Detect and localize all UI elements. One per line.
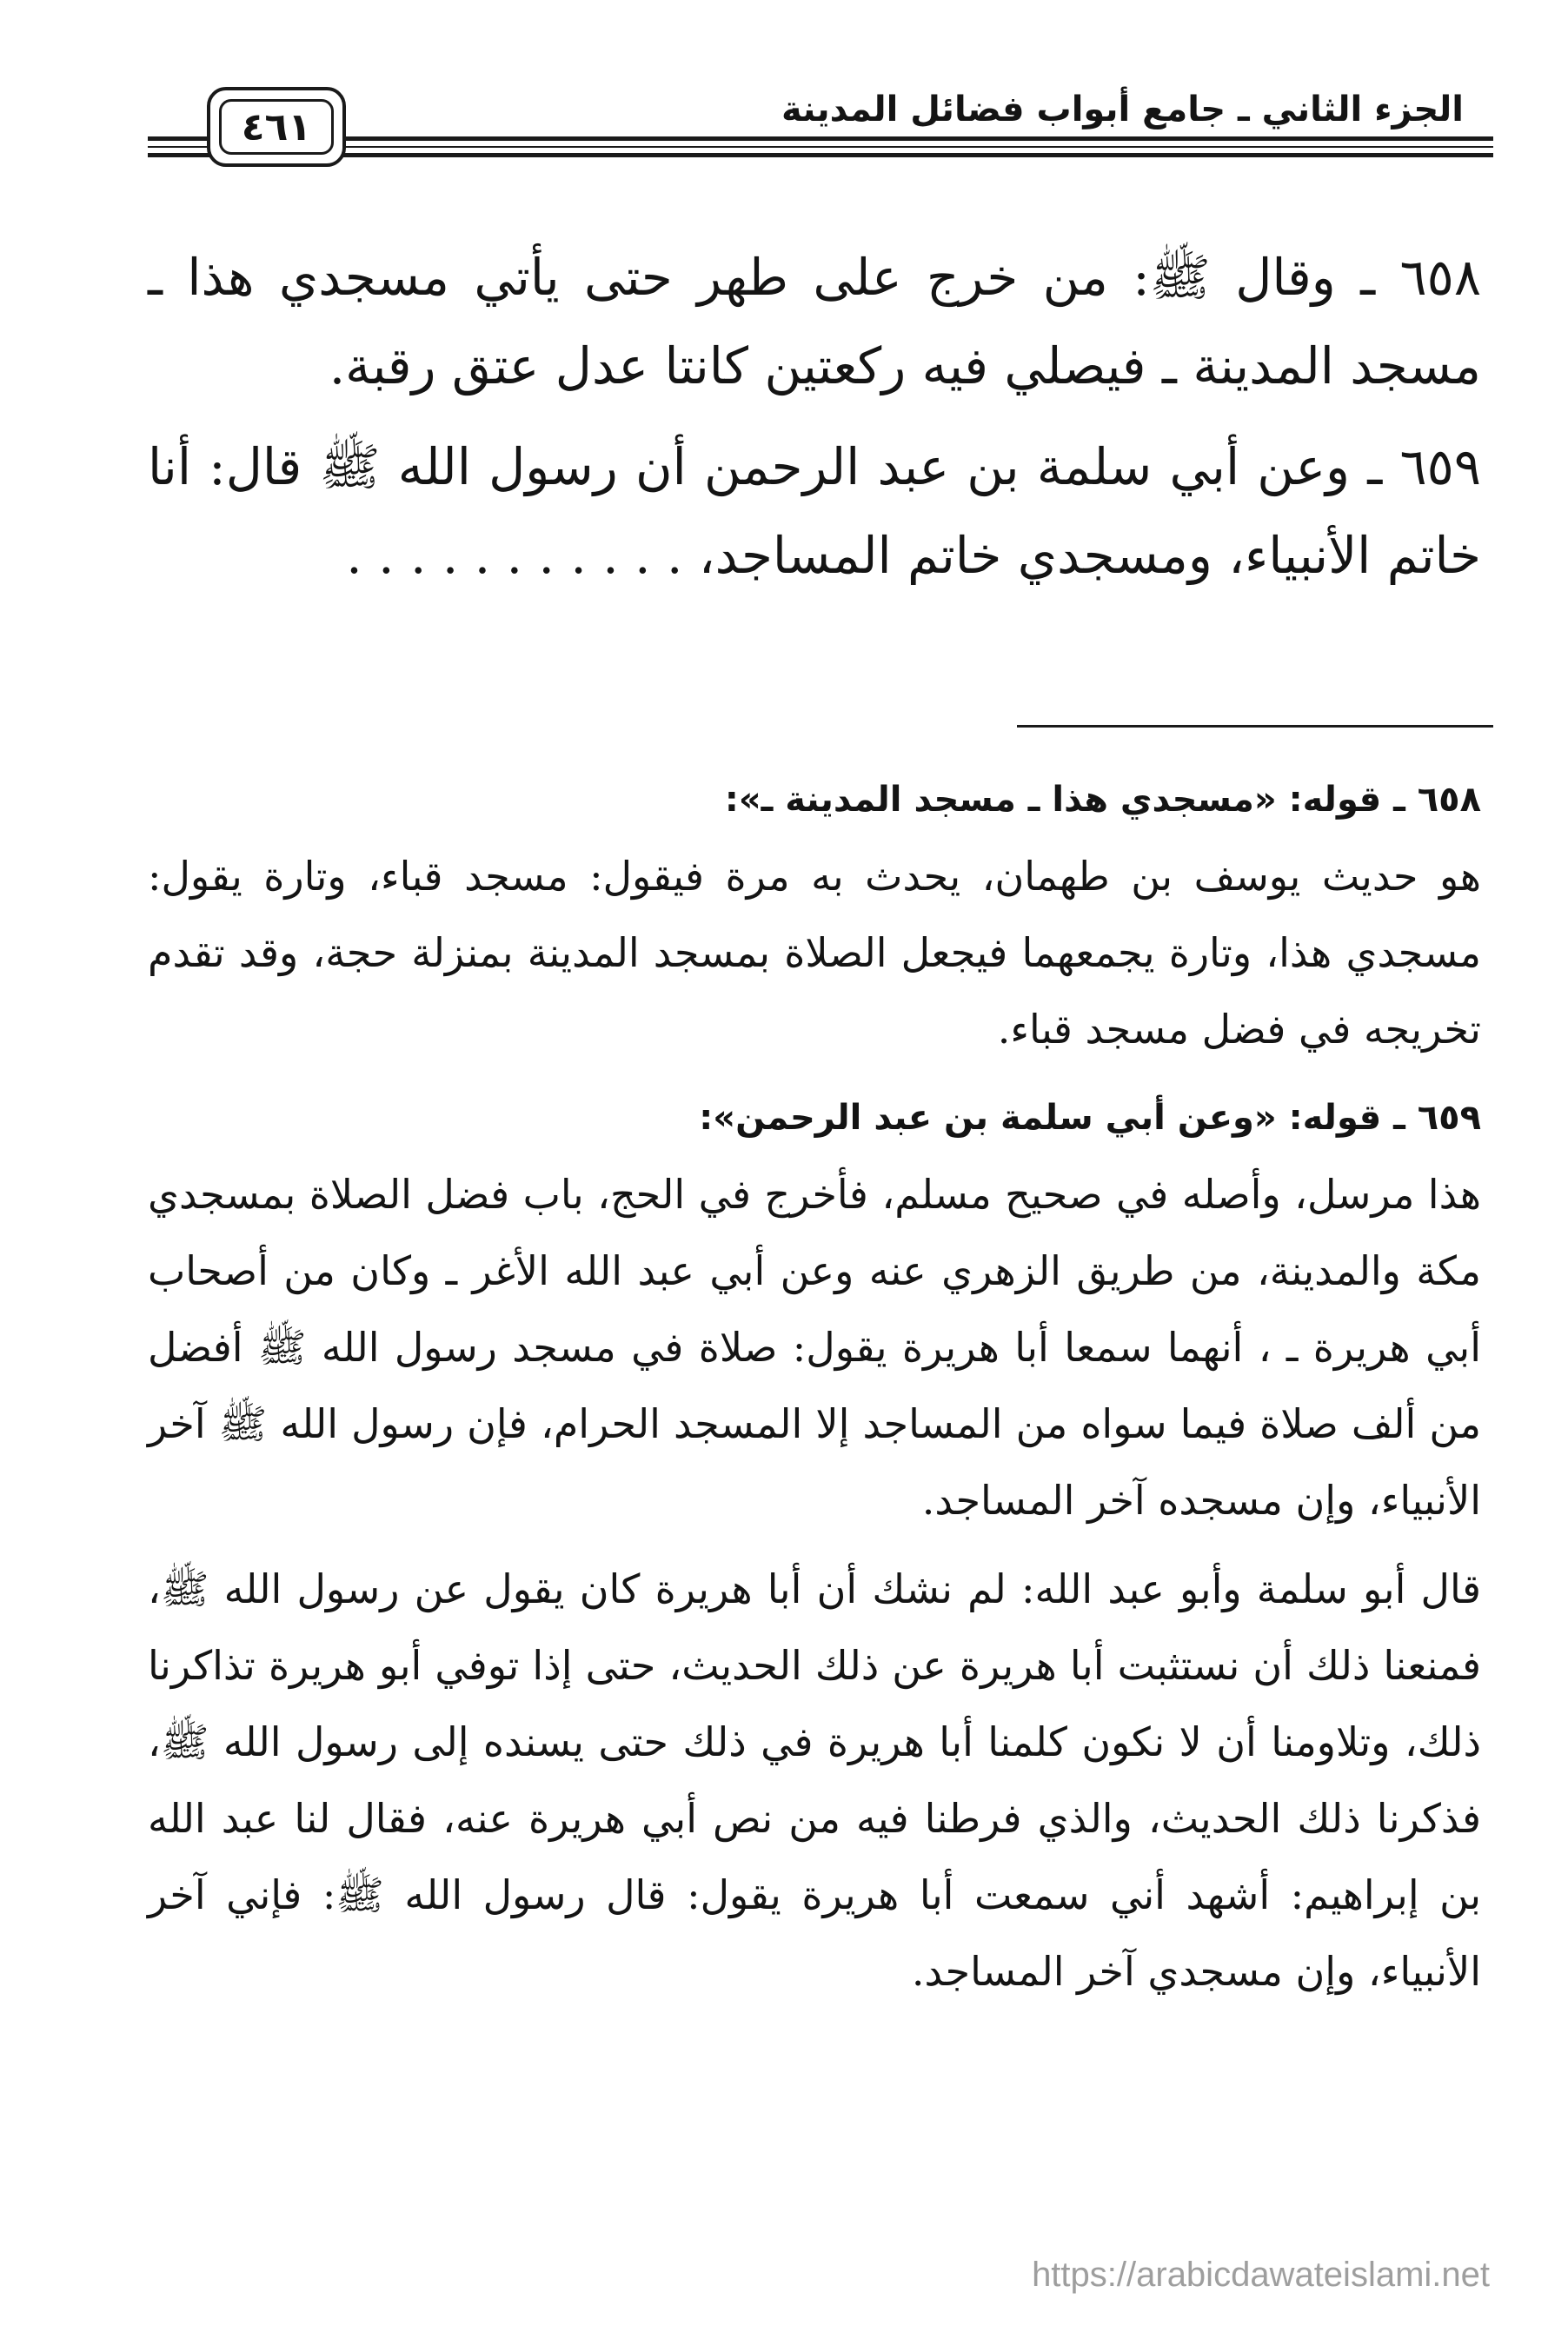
page-number-frame: [207, 87, 346, 167]
hadith-658: ٦٥٨ ـ وقال ﷺ: من خرج على طهر حتى يأتي مسجدي هذا ـ مسجد المدينة ـ فيصلي فيه ركعتين كانتا عدل عتق رقبة.: [148, 248, 1481, 395]
note-659-text-2: قال أبو سلمة وأبو عبد الله: لم نشك أن أبا هريرة كان يقول عن رسول الله ﷺ، فمنعنا ذلك أن نستثبت أبا هريرة عن ذلك الحديث، حتى إذا توفي أبو هريرة تذاكرنا ذلك، وتلاومنا أن لا نكون كلمنا أبا هريرة في ذلك حتى يسنده إلى رسول الله ﷺ، فذكرنا ذلك الحديث، والذي فرطنا فيه من نص أبي هريرة عنه، فقال لنا عبد الله بن إبراهيم: أشهد أني سمعت أبا هريرة يقول: قال رسول الله ﷺ: فإني آخر الأنبياء، وإن مسجدي آخر المساجد.: [148, 1565, 1481, 1995]
header-rule-top: [148, 136, 1493, 141]
header-rule-bottom: [148, 153, 1493, 157]
main-text: [148, 233, 1481, 612]
header-rule-mid: [148, 146, 1493, 148]
note-658-heading: ٦٥٨ ـ قوله: «مسجدي هذا ـ مسجد المدينة ـ»:: [724, 780, 1481, 820]
page-number: ٤٦١: [219, 99, 334, 155]
hadith-659: [148, 422, 1481, 600]
commentary: [148, 756, 1481, 2010]
note-659-heading: ٦٥٩ ـ قوله: «وعن أبي سلمة بن عبد الرحمن»:: [699, 1098, 1481, 1138]
footnote-separator: [1017, 725, 1493, 728]
running-title: الجزء الثاني ـ جامع أبواب فضائل المدينة: [781, 90, 1464, 130]
note-658-text: هو حديث يوسف بن طهمان، يحدث به مرة فيقول: مسجد قباء، وتارة يقول: مسجدي هذا، وتارة يجمعهما فيجعل الصلاة بمسجد المدينة بمنزلة حجة، وقد تقدم تخريجه في فضل مسجد قباء.: [148, 853, 1481, 1053]
watermark-url: https://arabicdawateislami.net: [1032, 2256, 1490, 2294]
hadith-659-dots: . . . . . . . . . . .: [346, 526, 683, 585]
hadith-659-text: ٦٥٩ ـ وعن أبي سلمة بن عبد الرحمن أن رسول الله ﷺ قال: أنا خاتم الأنبياء، ومسجدي خاتم المساجد،: [148, 437, 1481, 585]
note-659-text-1: هذا مرسل، وأصله في صحيح مسلم، فأخرج في الحج، باب فضل الصلاة بمسجدي مكة والمدينة، من طريق الزهري عنه وعن أبي عبد الله الأغر ـ وكان من أصحاب أبي هريرة ـ ، أنهما سمعا أبا هريرة يقول: صلاة في مسجد رسول الله ﷺ أفضل من ألف صلاة فيما سواه من المساجد إلا المسجد الحرام، فإن رسول الله ﷺ آخر الأنبياء، وإن مسجده آخر المساجد.: [148, 1171, 1481, 1524]
